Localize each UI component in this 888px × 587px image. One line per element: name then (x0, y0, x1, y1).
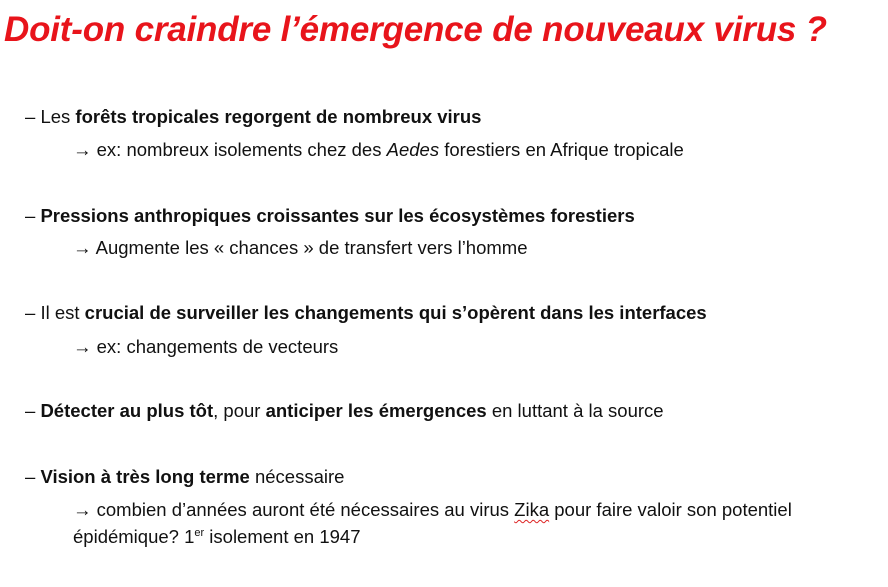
bullet-dash: – (25, 106, 41, 127)
bullet-long-term-vision: – Vision à très long terme nécessaire (25, 466, 345, 487)
sub-point-zika-history: → combien d’années auront été nécessaires au virus Zika pour faire valoir son potentiel épidémique? 1er isolement en 1947 (73, 499, 792, 547)
slide-title: Doit-on craindre l’émergence de nouveaux virus ? (4, 10, 827, 49)
bullet-dash: – (25, 466, 41, 487)
arrow-right-icon: → (73, 336, 92, 357)
bullet-dash: – (25, 205, 41, 226)
bullet-tropical-forests: – Les forêts tropicales regorgent de nombreux virus (25, 106, 482, 127)
sub-point-aedes-isolations: → ex: nombreux isolements chez des Aedes forestiers en Afrique tropicale (73, 139, 684, 160)
bullet-anthropic-pressures: – Pressions anthropiques croissantes sur les écosystèmes forestiers (25, 205, 635, 226)
sub-point-transfer-chances: → Augmente les « chances » de transfert vers l’homme (73, 237, 528, 258)
bullet-detect-early: – Détecter au plus tôt, pour anticiper les émergences en luttant à la source (25, 400, 664, 421)
bullet-dash: – (25, 302, 41, 323)
sub-point-vector-changes: → ex: changements de vecteurs (73, 336, 339, 357)
arrow-right-icon: → (73, 237, 92, 258)
bullet-monitor-interfaces: – Il est crucial de surveiller les changements qui s’opèrent dans les interfaces (25, 302, 707, 323)
zika-term: Zika (514, 499, 550, 520)
bullet-dash: – (25, 400, 41, 421)
arrow-right-icon: → (73, 139, 92, 160)
arrow-right-icon: → (73, 499, 92, 520)
